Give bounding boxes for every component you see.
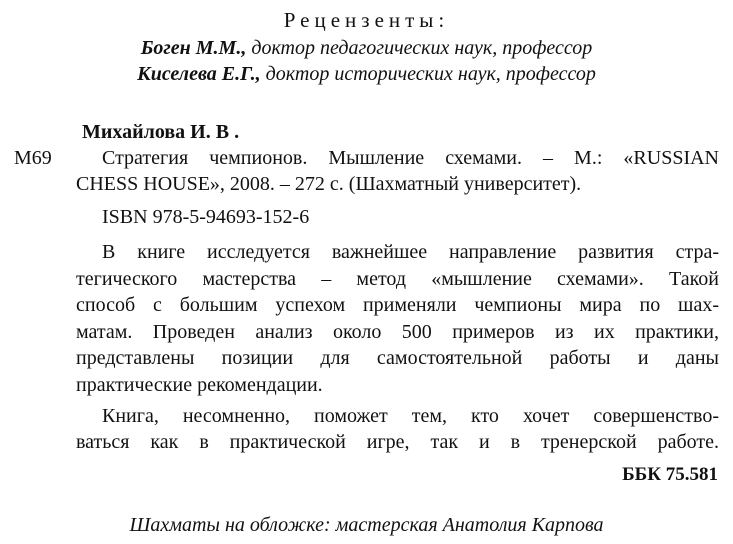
call-number: М69 (14, 147, 52, 169)
reviewer-description: доктор исторических наук, профессор (260, 63, 596, 85)
annotation-line: тегического мастерства – метод «мышление схемами». Такой (76, 268, 719, 290)
annotation-line: представлены позиции для самостоятельной работы и даны (76, 347, 719, 369)
reviewer-name: Киселева Е.Г., (137, 63, 261, 85)
annotation-line: Книга, несомненно, поможет тем, кто хочет совершенство- (102, 405, 719, 427)
annotation-line: ваться как в практической игре, так и в тренерской работе. (76, 431, 719, 453)
annotation-line: практические рекомендации. (76, 374, 323, 396)
title-line: CHESS HOUSE», 2008. – 272 с. (Шахматный университет). (76, 173, 582, 195)
bbk-code: ББК 75.581 (622, 464, 718, 485)
reviewer-line (0, 37, 733, 60)
annotation-line: В книге исследуется важнейшее направление развития стра- (102, 241, 719, 263)
reviewer-description: доктор педагогических наук, профессор (246, 37, 593, 59)
author-heading: Михайлова И. В . (82, 121, 240, 143)
reviewer-line (0, 63, 733, 86)
isbn: ISBN 978-5-94693-152-6 (102, 206, 310, 228)
title-line: Стратегия чемпионов. Мышление схемами. – М.: «RUSSIAN (102, 147, 719, 169)
cover-note: Шахматы на обложке: мастерская Анатолия Карпова (129, 514, 604, 536)
reviewer-name: Боген М.М., (140, 37, 247, 59)
reviewers-heading: Рецензенты: (283, 8, 450, 32)
annotation-line: матам. Проведен анализ около 500 примеров из их практики, (76, 321, 719, 343)
annotation-line: способ с большим успехом применяли чемпионы мира по шах- (76, 294, 719, 316)
